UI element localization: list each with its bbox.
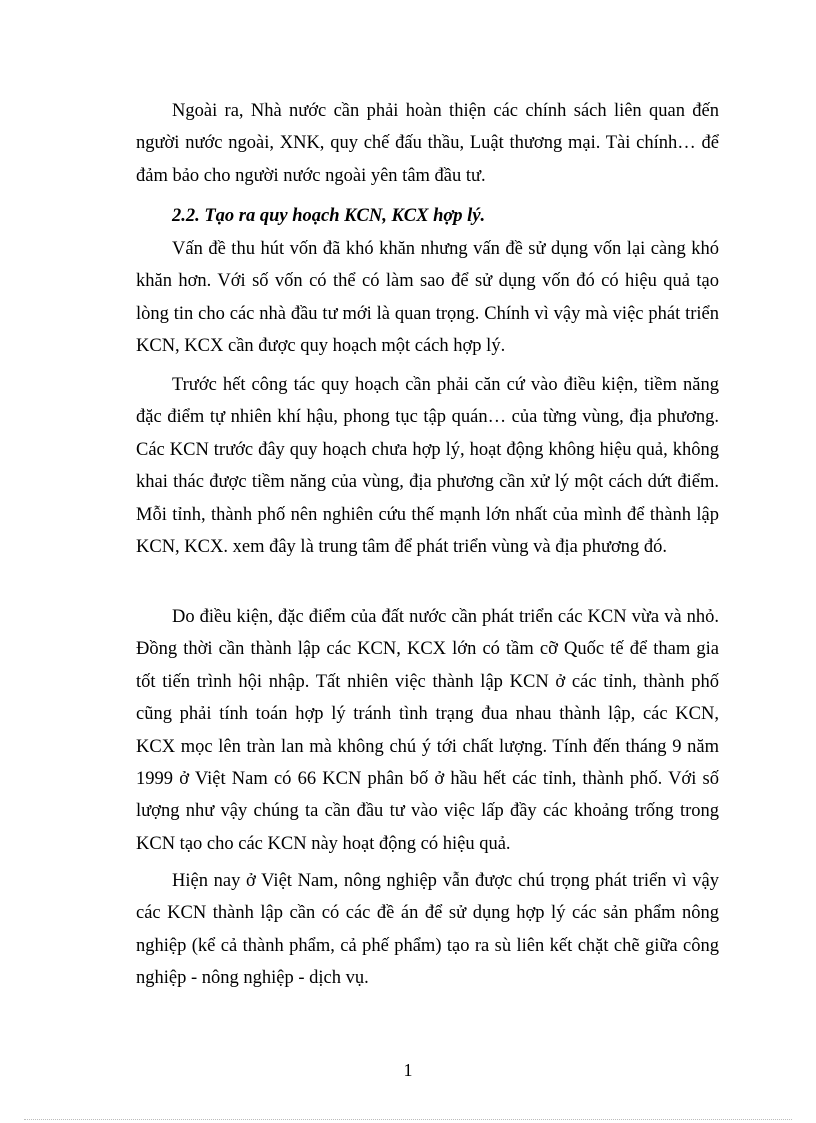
paragraph-text: Hiện nay ở Việt Nam, nông nghiệp vẫn được chú trọng phát triển vì vậy các KCN thành lập cần có các đề án để sử dụng hợp lý các sản phẩm nông nghiệp (kể cả thành phẩm, cả phế phẩm) tạo ra sù liên kết chặt chẽ giữa công nghiệp - nông nghiệp - dịch vụ. [136, 871, 719, 989]
paragraph-1 [136, 95, 719, 192]
paragraph-text: Ngoài ra, Nhà nước cần phải hoàn thiện các chính sách liên quan đến người nước ngoài, XNK, quy chế đấu thầu, Luật thương mại. Tài chính… để đảm bảo cho người nước ngoài yên tâm đầu tư. [136, 101, 719, 186]
page-number: 1 [403, 1060, 413, 1080]
paragraph-3 [136, 369, 719, 563]
paragraph-text: Trước hết công tác quy hoạch cần phải căn cứ vào điều kiện, tiềm năng đặc điểm tự nhiên khí hậu, phong tục tập quán… của từng vùng, địa phương. Các KCN trước đây quy hoạch chưa hợp lý, hoạt động không hiệu quả, không khai thác được tiềm năng của vùng, địa phương cần xử lý một cách dứt điểm. Mỗi tỉnh, thành phố nên nghiên cứu thế mạnh lớn nhất của mình để thành lập KCN, KCX. xem đây là trung tâm để phát triển vùng và địa phương đó. [136, 375, 719, 558]
page-bottom-divider [24, 1119, 792, 1120]
paragraph-4 [136, 601, 719, 860]
paragraph-5 [136, 865, 719, 995]
paragraph-text: Vấn đề thu hút vốn đã khó khăn nhưng vấn đề sử dụng vốn lại càng khó khăn hơn. Với số vốn có thể có làm sao để sử dụng vốn đó có hiệu quả tạo lòng tin cho các nhà đầu tư mới là quan trọng. Chính vì vậy mà việc phát triển KCN, KCX cần được quy hoạch một cách hợp lý. [136, 239, 719, 357]
paragraph-text: Do điều kiện, đặc điểm của đất nước cần phát triển các KCN vừa và nhỏ. Đồng thời cần thành lập các KCN, KCX lớn có tầm cỡ Quốc tế để tham gia tốt tiến trình hội nhập. Tất nhiên việc thành lập KCN ở các tỉnh, thành phố cũng phải tính toán hợp lý tránh tình trạng đua nhau thành lập, các KCN, KCX mọc lên tràn lan mà không chú ý tới chất lượng. Tính đến tháng 9 năm 1999 ở Việt Nam có 66 KCN phân bố ở hầu hết các tỉnh, thành phố. Với số lượng như vậy chúng ta cần đầu tư vào việc lấp đầy các khoảng trống trong KCN tạo cho các KCN này hoạt động có hiệu quả. [136, 607, 719, 854]
paragraph-2 [136, 233, 719, 363]
section-heading: 2.2. Tạo ra quy hoạch KCN, KCX hợp lý. [172, 206, 486, 226]
